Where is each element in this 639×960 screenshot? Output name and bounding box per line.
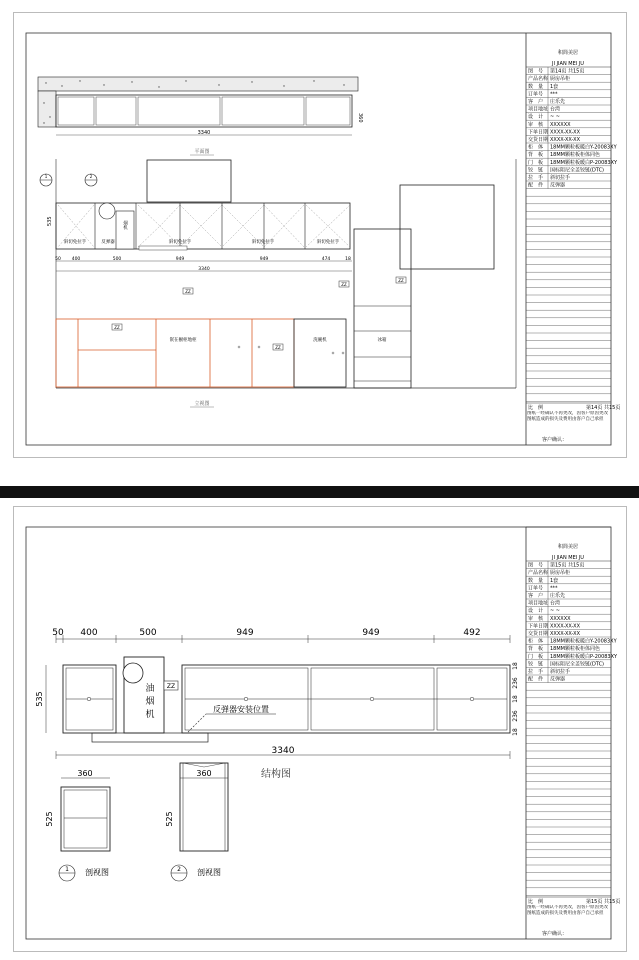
title-block-value: 国标阻尼全盖铰链(DTC)	[550, 661, 605, 668]
overall-dim: 3340	[198, 267, 210, 272]
title-block-value: 斜切拉手	[550, 175, 571, 181]
footer-page-2: 第15页 共15页	[586, 899, 621, 905]
title-block-label: 柜 体	[528, 638, 544, 645]
customer-confirm: 客户确认：	[542, 437, 568, 443]
rdim-5: 18	[512, 728, 519, 736]
hood-slot	[116, 211, 134, 249]
title-block-rows	[528, 68, 618, 189]
scale-label-2: 比 例	[528, 899, 544, 905]
dishwasher	[294, 319, 346, 387]
handle-label-3: 斜切免拉手	[251, 240, 275, 245]
dim-seg-5: 949	[259, 257, 269, 262]
title-block-label: 下单日期	[528, 623, 549, 630]
structure-title: 结构图	[261, 769, 291, 780]
title-block-value: XXXX-XX-XX	[550, 631, 581, 637]
title-block-value: 1套	[550, 83, 559, 90]
dim-500: 500	[139, 628, 157, 638]
title-block-label: 门 板	[528, 653, 544, 660]
sheet2-svg	[14, 507, 626, 951]
rdim-3: 18	[512, 695, 519, 703]
footer-note-2: 图纸一经确认不再更改，因客户原因更改图纸造成的损失及费用由客户自己承担	[527, 905, 608, 916]
window-box	[400, 185, 494, 269]
title-block-2	[526, 543, 620, 937]
sheet1-svg	[14, 13, 626, 457]
brand-subtitle-2: JI JIAN MEI JU	[552, 555, 584, 561]
title-block-value: 厨房吊柜	[550, 570, 571, 577]
title-block-value: XXXX-XX-XX	[550, 137, 581, 143]
customer-confirm-2: 客户确认：	[542, 931, 568, 937]
title-block-value: ~ ~	[550, 608, 560, 615]
overall-dim-2: 3340	[271, 746, 295, 756]
hood-char-2: 烟	[145, 697, 155, 707]
dim-949-b: 949	[362, 628, 380, 638]
hood-box	[147, 160, 231, 202]
dim-400: 400	[80, 628, 98, 638]
title-block-label: 背 板	[528, 646, 544, 653]
title-block-label: 设 计	[528, 114, 544, 121]
title-block-value: 庄乐先	[550, 593, 566, 599]
dim-seg-7: 18	[345, 257, 351, 262]
hood-char-3: 机	[145, 710, 155, 720]
plan-width-dim: 3340	[197, 130, 211, 136]
plan-depth-dim: 360	[357, 113, 363, 123]
handle-label-4: 斜切免拉手	[316, 240, 340, 245]
title-block-value: 18MM颗粒板柜体同色	[550, 646, 600, 653]
svg-text:ZZ: ZZ	[166, 683, 176, 690]
title-block-label: 数 量	[528, 577, 544, 584]
title-block-label: 拉 手	[528, 175, 544, 181]
title-block-label: 项目地址	[528, 106, 549, 113]
drawing-sheet-page-14	[13, 12, 627, 458]
rebound-label: 反弹器	[101, 240, 115, 245]
title-block-value: XXXXXX	[550, 615, 571, 622]
handle-label-1: 斜切免拉手	[63, 240, 87, 245]
title-block-value: 18MM颗粒板暖白Y-20083XY	[550, 144, 617, 151]
section-1-box	[61, 787, 110, 851]
title-block-value: 1套	[550, 577, 559, 584]
height-dim: 535	[47, 216, 53, 226]
title-block-label: 订单号	[528, 585, 544, 592]
title-block-value: ***	[550, 91, 558, 98]
title-block-value: 国标阻尼全盖铰链(DTC)	[550, 167, 605, 174]
title-block-value: 斜切拉手	[550, 669, 571, 675]
sec1-label: 剖视图	[85, 868, 109, 877]
title-block-label: 项目地址	[528, 600, 549, 607]
dim-seg-3: 500	[112, 257, 122, 262]
rdim-4: 236	[512, 710, 519, 722]
title-block-label: 铰 链	[528, 661, 544, 668]
title-block-value: ~ ~	[550, 114, 560, 121]
elevation-title: 立视图	[194, 401, 210, 407]
hood-char-1: 油	[145, 684, 155, 694]
brand-title-2: 积简美居	[557, 544, 579, 550]
title-block-label: 订单号	[528, 91, 544, 98]
svg-text:ZZ: ZZ	[398, 278, 404, 283]
title-block-value: 18MM颗粒板暖白Y-20083XY	[550, 638, 617, 645]
footer-page: 第14页 共15页	[586, 405, 621, 411]
dim-492: 492	[463, 628, 481, 638]
brand-title: 积简美居	[557, 50, 579, 56]
left-height-dim: 535	[35, 691, 44, 707]
title-block-rows-2	[528, 562, 618, 683]
hood-label: 烟机	[122, 220, 128, 230]
title-block-label: 数 量	[528, 83, 544, 90]
title-block-value: ***	[550, 585, 558, 592]
title-block-label: 产品名称	[528, 76, 549, 83]
title-block-label: 图 号	[528, 68, 544, 75]
title-block-label: 设 计	[528, 608, 544, 615]
sec1-height: 525	[45, 811, 54, 827]
title-block-value: 18MM颗粒板柜体同色	[550, 152, 600, 159]
sec1-width: 360	[77, 769, 93, 778]
duct-circle	[99, 203, 115, 219]
dim-seg-4: 949	[175, 257, 185, 262]
elevation-view	[40, 159, 516, 407]
footer-note: 图纸一经确认不再更改，因客户原因更改图纸造成的损失及费用由客户自己承担	[527, 411, 608, 422]
rebound-note: 反弹器安装位置	[213, 705, 269, 714]
lower-cabinets	[56, 319, 294, 387]
plan-view	[38, 77, 363, 155]
title-block-1	[526, 49, 620, 443]
title-block-label: 审 核	[528, 121, 544, 128]
built-in-label: 嵌在橱柜地柜	[169, 338, 197, 343]
title-block-value: 庄乐先	[550, 99, 566, 105]
title-block-label: 门 板	[528, 159, 544, 166]
title-block-label: 柜 体	[528, 144, 544, 151]
hood-base	[92, 733, 208, 742]
scale-label: 比 例	[528, 405, 544, 411]
svg-text:ZZ: ZZ	[185, 289, 191, 294]
wall-hatch-side	[38, 91, 56, 127]
svg-text:1: 1	[44, 174, 48, 179]
title-block-value: 第15页 共15页	[550, 562, 585, 569]
sec2-width: 360	[196, 769, 212, 778]
title-block-label: 交货日期	[528, 137, 549, 143]
title-block-label: 铰 链	[528, 167, 544, 174]
handle-label-2: 斜切免拉手	[168, 240, 192, 245]
structure-view	[35, 628, 519, 881]
sec2-label: 剖视图	[197, 868, 221, 877]
title-block-value: 18MM颗粒板暖白P-20083XY	[550, 159, 618, 166]
wall-hatch	[38, 77, 358, 91]
svg-text:ZZ: ZZ	[114, 325, 120, 330]
page-divider	[0, 486, 639, 498]
title-block-value: 反弹器	[550, 676, 566, 683]
title-block-value: 第14页 共15页	[550, 68, 585, 75]
title-block-label: 产品名称	[528, 570, 549, 577]
title-block-label: 下单日期	[528, 129, 549, 136]
title-block-label: 审 核	[528, 615, 544, 622]
sec2-height: 525	[165, 811, 174, 827]
fridge	[354, 229, 411, 388]
rdim-1: 18	[512, 662, 519, 670]
title-block-value: 18MM颗粒板暖白P-20083XY	[550, 653, 618, 660]
dim-seg-2: 400	[71, 257, 81, 262]
dim-seg-1: 50	[55, 257, 61, 262]
svg-text:2: 2	[89, 174, 93, 179]
brand-subtitle: JI JIAN MEI JU	[552, 61, 584, 67]
drawing-sheet-page-15	[13, 506, 627, 952]
title-block-value: XXXX-XX-XX	[550, 623, 581, 630]
title-block-label: 图 号	[528, 562, 544, 569]
dishwasher-label: 洗碗机	[313, 338, 327, 343]
title-block-value: 台湾	[550, 106, 561, 113]
plan-title: 平面图	[194, 149, 210, 155]
title-block-value: XXXX-XX-XX	[550, 129, 581, 136]
rdim-2: 236	[512, 677, 519, 689]
fridge-label: 冰箱	[377, 338, 387, 343]
title-block-value: XXXXXX	[550, 121, 571, 128]
title-block-label: 配 件	[528, 676, 544, 683]
title-block-label: 交货日期	[528, 631, 549, 637]
title-block-label: 客 户	[528, 99, 544, 105]
dim-949-a: 949	[236, 628, 254, 638]
title-block-label: 背 板	[528, 152, 544, 159]
dim-seg-6: 474	[321, 257, 331, 262]
sec1-num: 1	[65, 866, 69, 873]
svg-text:ZZ: ZZ	[341, 282, 347, 287]
title-block-label: 配 件	[528, 182, 544, 189]
dim-50: 50	[52, 628, 64, 638]
title-block-value: 厨房吊柜	[550, 76, 571, 83]
title-block-value: 反弹器	[550, 182, 566, 189]
title-block-label: 客 户	[528, 593, 544, 599]
title-block-label: 拉 手	[528, 669, 544, 675]
sec2-num: 2	[177, 866, 181, 873]
duct-circle-2	[123, 663, 143, 683]
title-block-value: 台湾	[550, 600, 561, 607]
plan-cabinet-outline	[56, 95, 352, 127]
svg-text:ZZ: ZZ	[275, 345, 281, 350]
